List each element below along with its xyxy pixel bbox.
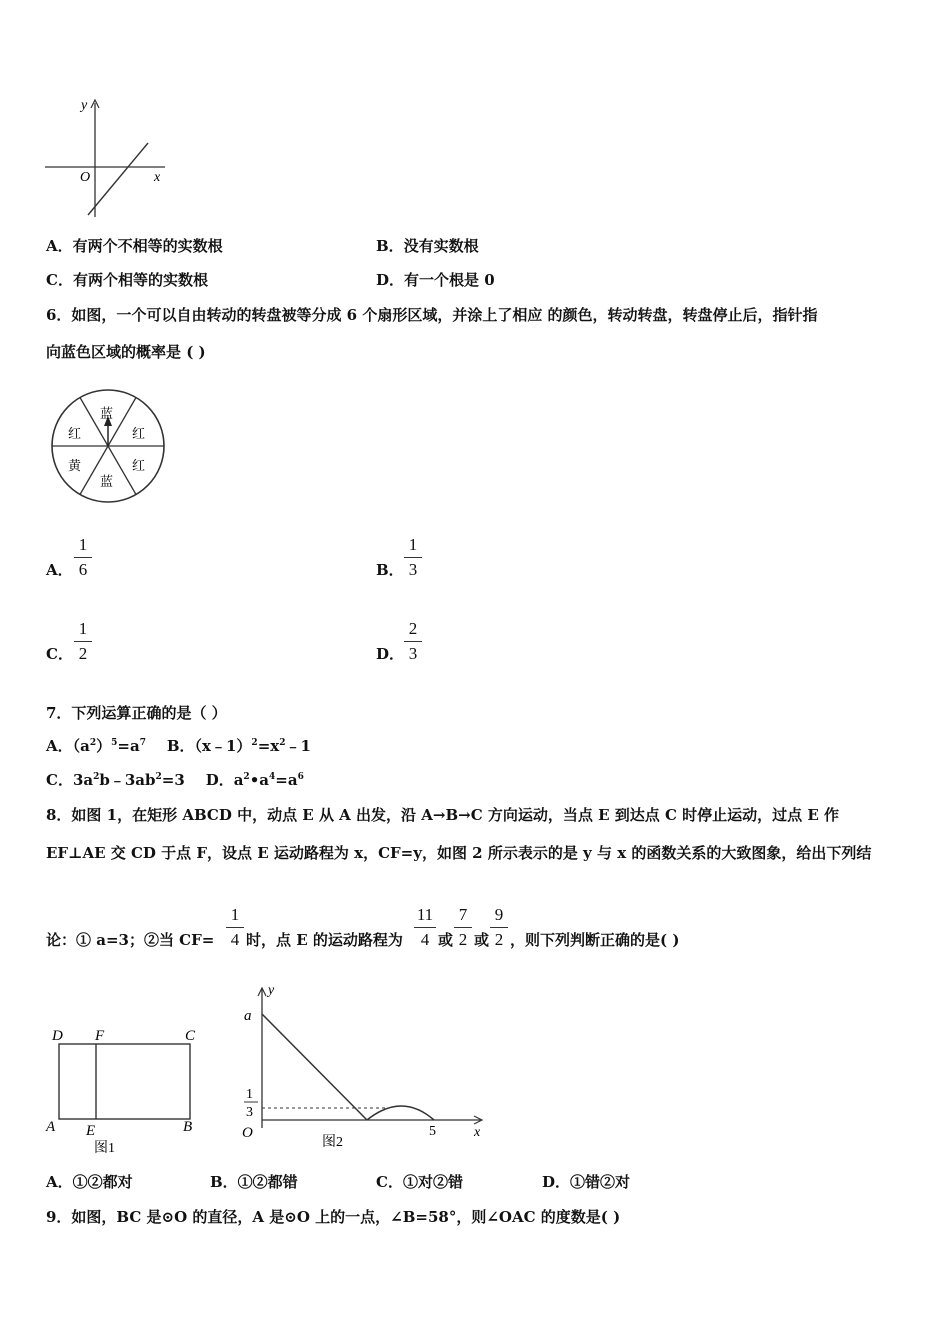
q5-option-d[interactable]: D．有一个根是 0 [376, 271, 495, 289]
q5-origin: O [80, 170, 91, 185]
q8-stem-line1: 8．如图 1，在矩形 ABCD 中，动点 E 从 A 出发，沿 A→B→C 方向运动，当点 E 到达点 C 时停止运动，过点 E 作 [46, 806, 840, 824]
q8-option-c[interactable]: C．①对②错 [376, 1173, 463, 1191]
fig1-label-F: F [95, 1028, 105, 1044]
numerator: 1 [408, 535, 418, 554]
fig1-label-D: D [52, 1028, 63, 1044]
q7-option-b[interactable]: B．$(x﹣1)^2=x^2﹣1$ [166, 737, 311, 755]
q6-option-d-fraction [404, 619, 422, 664]
q8-fraction-7-2 [454, 905, 472, 950]
q8-figure-1-rectangle [42, 1024, 212, 1160]
fig2-tick-five: 5 [429, 1124, 436, 1139]
fraction-bar [226, 927, 244, 928]
q6-stem-line1: 6．如图，一个可以自由转动的转盘被等分成 6 个扇形区域，并涂上了相应 的颜色，转动转盘，转盘停止后，指针指 [46, 306, 818, 324]
q8-stem-line3-a: 论：① a=3；②当 CF= [46, 931, 215, 949]
fraction-bar [414, 927, 436, 928]
fraction-bar [74, 557, 92, 558]
q8-figure-2-graph [234, 980, 490, 1156]
q7-stem: 7．下列运算正确的是（ ） [46, 704, 227, 722]
spinner-sector-lower-left: 黄 [68, 458, 82, 473]
q5-line-graph [40, 95, 170, 220]
denominator: 3 [408, 644, 418, 663]
q8-fraction-11-4 [414, 905, 436, 950]
q6-option-a-fraction [74, 535, 92, 580]
q8-stem-line3-e: ，则下列判断正确的是( ) [510, 931, 680, 949]
fig2-label-y: y [268, 983, 275, 998]
numerator: 9 [494, 905, 504, 924]
spinner-sector-upper-right: 红 [132, 426, 146, 441]
numerator: 1 [230, 905, 240, 924]
q5-axis-y: y [81, 98, 88, 113]
q8-stem-line3-d: 或 [474, 931, 490, 949]
fig1-label-C: C [185, 1028, 196, 1044]
q9-stem: 9．如图，BC 是⊙O 的直径，A 是⊙O 上的一点，∠B=58°，则∠OAC 的度数是( ) [46, 1208, 621, 1226]
q5-option-c[interactable]: C．有两个相等的实数根 [46, 271, 208, 289]
fig2-label-x: x [474, 1125, 481, 1140]
q8-fraction-9-2 [490, 905, 508, 950]
fig1-caption: 图1 [94, 1141, 115, 1156]
fig2-label-a: a [244, 1008, 252, 1024]
q6-option-b-fraction [404, 535, 422, 580]
q6-option-b-label[interactable]: B． [376, 561, 404, 579]
numerator: 1 [78, 535, 88, 554]
fig1-label-A: A [46, 1119, 56, 1135]
q8-stem-line3-b: 时，点 E 的运动路程为 [246, 931, 403, 949]
numerator: 2 [408, 619, 418, 638]
spinner-sector-upper-left: 红 [68, 426, 82, 441]
fig2-label-O: O [242, 1125, 253, 1141]
q6-spinner-figure [48, 388, 172, 506]
fraction-bar [490, 927, 508, 928]
q6-option-c-fraction [74, 619, 92, 664]
fraction-bar [404, 557, 422, 558]
q6-option-a-label[interactable]: A． [46, 561, 73, 579]
fraction-bar [454, 927, 472, 928]
fig1-label-E: E [86, 1123, 96, 1139]
q8-stem-line3-c: 或 [438, 931, 454, 949]
fraction-bar [404, 641, 422, 642]
q5-axis-x: x [154, 170, 161, 185]
q8-option-b[interactable]: B．①②都错 [210, 1173, 298, 1191]
denominator: 4 [230, 930, 240, 949]
fig2-tick-three: 3 [246, 1105, 253, 1120]
q7-options-row2 [46, 770, 304, 790]
denominator: 3 [408, 560, 418, 579]
q6-stem-line2: 向蓝色区域的概率是 ( ) [46, 343, 206, 361]
spinner-sector-lower-right: 红 [132, 458, 146, 473]
q7-option-d[interactable]: D．$a^2•a^4=a^6$ [205, 771, 304, 789]
numerator: 11 [416, 905, 434, 924]
spinner-sector-bottom: 蓝 [100, 474, 114, 489]
q8-option-a[interactable]: A．①②都对 [46, 1173, 133, 1191]
q8-stem-line2: EF⊥AE 交 CD 于点 F，设点 E 运动路程为 x，CF=y，如图 2 所示表示的是 y 与 x 的函数关系的大致图象，给出下列结 [46, 844, 872, 862]
q7-options-row1 [46, 736, 311, 756]
denominator: 6 [78, 560, 88, 579]
q6-option-c-label[interactable]: C． [46, 645, 73, 663]
q8-fraction-1-4 [226, 905, 244, 950]
denominator: 4 [420, 930, 430, 949]
fig2-caption: 图2 [322, 1135, 343, 1150]
q8-option-d[interactable]: D．①错②对 [542, 1173, 631, 1191]
denominator: 2 [494, 930, 504, 949]
q6-option-d-label[interactable]: D． [376, 645, 405, 663]
fig2-tick-one: 1 [246, 1087, 253, 1102]
denominator: 2 [78, 644, 88, 663]
fig1-label-B: B [183, 1119, 193, 1135]
q5-option-a[interactable]: A．有两个不相等的实数根 [46, 237, 223, 255]
numerator: 1 [78, 619, 88, 638]
q7-option-a[interactable]: A．$(a^2)^5=a^7$ [46, 737, 146, 755]
numerator: 7 [458, 905, 468, 924]
fraction-bar [74, 641, 92, 642]
q7-option-c[interactable]: C．$3a^2b﹣3ab^2=3$ [46, 771, 185, 789]
denominator: 2 [458, 930, 468, 949]
spinner-sector-top: 蓝 [100, 406, 114, 421]
q5-option-b[interactable]: B．没有实数根 [376, 237, 479, 255]
